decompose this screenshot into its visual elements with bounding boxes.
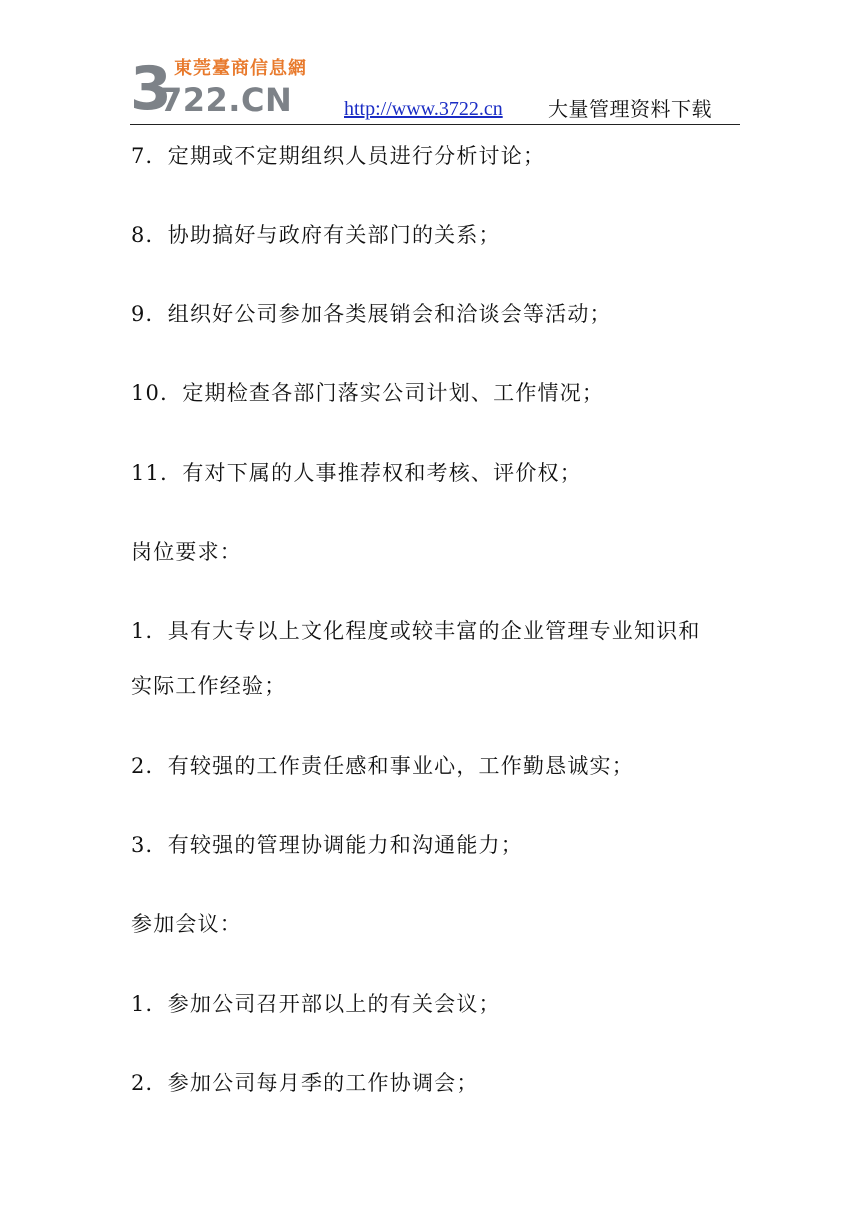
duty-item-9: 9．组织好公司参加各类展销会和洽谈会等活动； [131, 302, 612, 326]
site-logo[interactable] [130, 56, 330, 126]
site-url-link[interactable]: http://www.3722.cn [344, 98, 503, 120]
logo-domain: 722.CN [160, 81, 293, 119]
requirement-item-1-continued: 实际工作经验； [131, 674, 287, 698]
meeting-item-2: 2．参加公司每月季的工作协调会； [131, 1071, 479, 1095]
meetings-heading: 参加会议： [131, 912, 242, 936]
logo-tagline: 東莞臺商信息網 [174, 58, 307, 79]
requirement-item-1: 1．具有大专以上文化程度或较丰富的企业管理专业知识和 [131, 619, 701, 643]
requirements-heading: 岗位要求： [131, 540, 242, 564]
header-divider [130, 124, 740, 125]
logo-number: 3 [130, 54, 170, 124]
duty-item-10: 10．定期检查各部门落实公司计划、工作情况； [131, 381, 605, 405]
duty-item-8: 8．协助搞好与政府有关部门的关系； [131, 223, 501, 247]
meeting-item-1: 1．参加公司召开部以上的有关会议； [131, 992, 501, 1016]
header-slogan: 大量管理资料下载 [548, 97, 712, 121]
duty-item-7: 7．定期或不定期组织人员进行分析讨论； [131, 144, 546, 168]
requirement-item-2: 2．有较强的工作责任感和事业心，工作勤恳诚实； [131, 754, 634, 778]
duty-item-11: 11．有对下属的人事推荐权和考核、评价权； [131, 461, 582, 485]
page-header [130, 56, 740, 126]
requirement-item-3: 3．有较强的管理协调能力和沟通能力； [131, 833, 523, 857]
